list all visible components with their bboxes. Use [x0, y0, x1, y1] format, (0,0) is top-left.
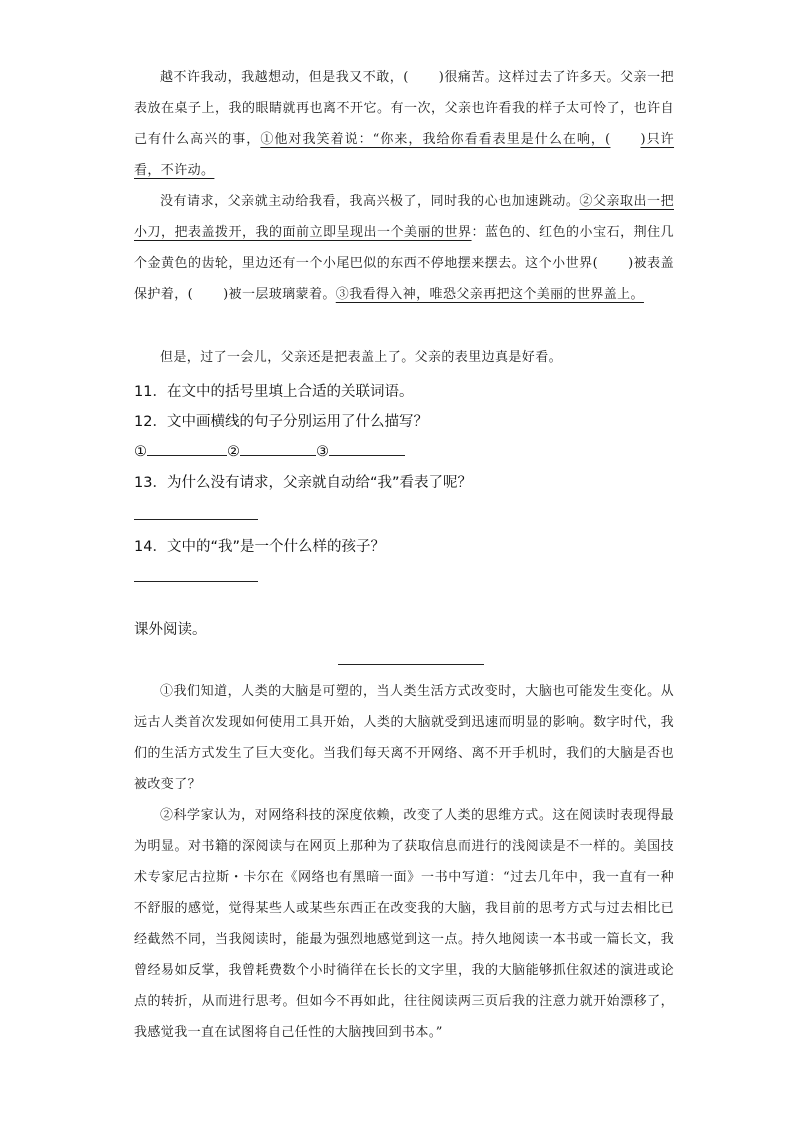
underlined-sentence-3: ③我看得入神，唯恐父亲再把这个美丽的世界盖上。	[335, 287, 644, 302]
answer-line-13[interactable]	[134, 519, 258, 520]
passage-paragraph-2	[134, 186, 674, 310]
answer-marker-2: ②	[227, 444, 240, 460]
answer-line-14[interactable]	[134, 581, 258, 582]
question-12: 12．文中画横线的句子分别运用了什么描写？	[134, 414, 428, 430]
passage-paragraph-1	[134, 62, 674, 186]
paragraph-text: ：蓝色的、红色的小宝石，荆住几个金黄色的齿轮，里边还有一个小尾巴似的东西不停地摆来摆去。这个小世界(	[134, 225, 674, 271]
paragraph-text: )被表盖保护着，(	[134, 256, 674, 302]
answer-marker-3: ③	[316, 444, 329, 460]
underlined-text: )只许看，不许动。	[134, 132, 675, 178]
passage-paragraph-3: 但是，过了一会儿，父亲还是把表盖上了。父亲的表里边真是好看。	[160, 350, 563, 365]
question-13: 13．为什么没有请求，父亲就自动给“我”看表了呢？	[134, 475, 472, 491]
answer-line-2[interactable]	[240, 440, 316, 456]
section-heading: 课外阅读。	[134, 622, 207, 638]
answer-line-1[interactable]	[147, 440, 227, 456]
reading-paragraph-2: ②科学家认为，对网络科技的深度依赖，改变了人类的思维方式。这在阅读时表现得最为明显。对书籍的深阅读与在网页上那种为了获取信息而进行的浅阅读是不一样的。美国技术专家尼古拉斯・卡尔在《网络也有黑暗一面》一书中写道：“过去几年中，我一直有一种不舒服的感觉，觉得某些人或某些东西正在改变我的大脑，我目前的思考方式与过去相比已经截然不同，当我阅读时，能最为强烈地感觉到这一点。持久地阅读一本书或一篇长文，我曾经易如反掌，我曾耗费数个小时徜徉在长长的文字里，我的大脑能够抓住叙述的演进或论点的转折，从而进行思考。但如今不再如此，往往阅读两三页后我的注意力就开始漂移了，我感觉我一直在试图将自己任性的大脑拽回到书本。”	[134, 808, 674, 1040]
paragraph-text: 没有请求，父亲就主动给我看，我高兴极了，同时我的心也加速跳动。	[160, 194, 580, 209]
answer-line-3[interactable]	[329, 440, 405, 456]
underlined-sentence-2: ②父亲取出一把小刀，把表盖拨开，我的面前立即呈现出一个美丽的世界	[134, 194, 674, 240]
title-blank-line[interactable]	[338, 664, 484, 665]
paragraph-text: 越不许我动，我越想动，但是我又不敢，(	[160, 70, 409, 85]
paragraph-text: )很痛苦。这样过去了许多天。父亲一把表放在桌子上，我的眼睛就再也离不开它。有一次，父亲也许看我的样子太可怜了，也许自己有什么高兴的事，	[134, 70, 674, 147]
question-12-answers	[134, 440, 405, 460]
underlined-text: ①他对我笑着说：“你来，我给你看看表里是什么在响，(	[260, 132, 611, 147]
reading-paragraph-1: ①我们知道，人类的大脑是可塑的，当人类生活方式改变时，大脑也可能发生变化。从远古人类首次发现如何使用工具开始，人类的大脑就受到迅速而明显的影响。数字时代，我们的生活方式发生了巨大变化。当我们每天离不开网络、离不开手机时，我们的大脑是否也被改变了？	[134, 684, 674, 792]
question-11: 11．在文中的括号里填上合适的关联词语。	[134, 384, 414, 400]
question-14: 14．文中的“我”是一个什么样的孩子？	[134, 539, 385, 555]
paragraph-text: )被一层玻璃蒙着。	[223, 287, 336, 302]
answer-marker-1: ①	[134, 444, 147, 460]
